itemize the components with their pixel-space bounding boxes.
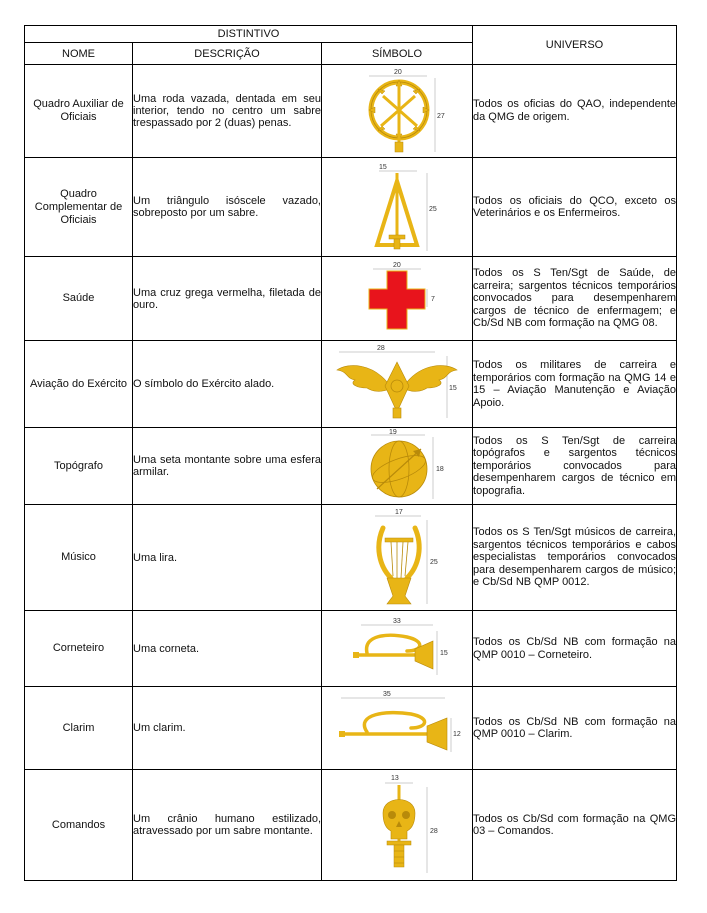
row-universe: Todos os S Ten/Sgt de Saúde, de carreira; sargentos técnicos temporários convocados para desempenharem cargos de técnico de enfermagem; e Cb/Sd NB com formação na QMG 08. — [473, 257, 677, 340]
svg-text:20: 20 — [393, 261, 401, 269]
clarion-icon — [327, 688, 467, 768]
qao-wheel-icon — [327, 66, 467, 156]
row-description: Uma seta montante sobre uma esfera armilar. — [133, 428, 322, 504]
table-row — [25, 504, 677, 611]
svg-text:27: 27 — [437, 112, 445, 120]
header-nome: NOME — [25, 43, 133, 65]
svg-text:20: 20 — [394, 68, 402, 76]
row-name: Quadro Complementar de Oficiais — [25, 157, 133, 257]
header-universo: UNIVERSO — [473, 26, 677, 65]
svg-text:15: 15 — [379, 164, 387, 172]
row-name: Quadro Auxiliar de Oficiais — [25, 65, 133, 158]
row-name: Topógrafo — [25, 428, 133, 504]
winged-army-icon — [327, 342, 467, 426]
header-descricao: DESCRIÇÃO — [133, 43, 322, 65]
row-description: Uma cruz grega vermelha, filetada de ouro. — [133, 257, 322, 340]
skull-sabre-icon — [327, 771, 467, 879]
table-row — [25, 157, 677, 257]
row-name: Corneteiro — [25, 611, 133, 686]
row-name: Comandos — [25, 770, 133, 881]
row-description: Uma lira. — [133, 504, 322, 611]
row-universe: Todos os S Ten/Sgt de carreira topógrafos e sargentos técnicos temporários convocados para desempenharem cargos de técnico em topografia. — [473, 428, 677, 504]
svg-text:12: 12 — [453, 731, 461, 739]
lyre-icon — [327, 506, 467, 610]
row-universe: Todos os S Ten/Sgt músicos de carreira, sargentos técnicos temporários e cabos especialistas temporários convocados para desempenharem cargos de músico; e Cb/Sd NB QMP 0012. — [473, 504, 677, 611]
bugle-icon — [327, 613, 467, 685]
badges-table — [24, 25, 677, 881]
svg-text:28: 28 — [430, 828, 438, 836]
header-distintivo: DISTINTIVO — [25, 26, 473, 43]
svg-text:17: 17 — [395, 508, 403, 516]
svg-text:15: 15 — [440, 649, 448, 657]
armillary-sphere-icon — [327, 429, 467, 503]
svg-text:7: 7 — [431, 295, 435, 303]
qco-triangle-icon — [327, 159, 467, 255]
row-universe: Todos os Cb/Sd NB com formação na QMP 0010 – Corneteiro. — [473, 611, 677, 686]
table-row — [25, 340, 677, 428]
svg-text:19: 19 — [389, 429, 397, 437]
row-name: Músico — [25, 504, 133, 611]
row-description: O símbolo do Exército alado. — [133, 340, 322, 428]
red-cross-icon — [327, 259, 467, 339]
row-universe: Todos os militares de carreira e temporários com formação na QMG 14 e 15 – Aviação Manutenção e Aviação Apoio. — [473, 340, 677, 428]
row-universe: Todos os Cb/Sd NB com formação na QMP 0010 – Clarim. — [473, 686, 677, 769]
row-description: Um crânio humano estilizado, atravessado por um sabre montante. — [133, 770, 322, 881]
table-row — [25, 65, 677, 158]
table-row — [25, 428, 677, 504]
svg-text:18: 18 — [436, 466, 444, 474]
table-row — [25, 686, 677, 769]
row-name: Aviação do Exército — [25, 340, 133, 428]
svg-text:15: 15 — [449, 385, 457, 393]
row-description: Um triângulo isóscele vazado, sobreposto por um sabre. — [133, 157, 322, 257]
table-row — [25, 611, 677, 686]
svg-text:28: 28 — [377, 345, 385, 353]
row-name: Saúde — [25, 257, 133, 340]
row-description: Um clarim. — [133, 686, 322, 769]
row-universe: Todos os oficiais do QCO, exceto os Veterinários e os Enfermeiros. — [473, 157, 677, 257]
row-description: Uma corneta. — [133, 611, 322, 686]
svg-text:35: 35 — [383, 691, 391, 699]
header-simbolo: SÍMBOLO — [322, 43, 473, 65]
row-universe: Todos os Cb/Sd com formação na QMG 03 – Comandos. — [473, 770, 677, 881]
svg-text:13: 13 — [391, 775, 399, 783]
svg-text:25: 25 — [430, 558, 438, 566]
table-row — [25, 770, 677, 881]
svg-text:25: 25 — [429, 206, 437, 214]
svg-text:33: 33 — [393, 617, 401, 625]
row-name: Clarim — [25, 686, 133, 769]
table-row — [25, 257, 677, 340]
row-universe: Todos os oficias do QAO, independente da QMG de origem. — [473, 65, 677, 158]
row-description: Uma roda vazada, dentada em seu interior, tendo no centro um sabre trespassado por 2 (duas) penas. — [133, 65, 322, 158]
